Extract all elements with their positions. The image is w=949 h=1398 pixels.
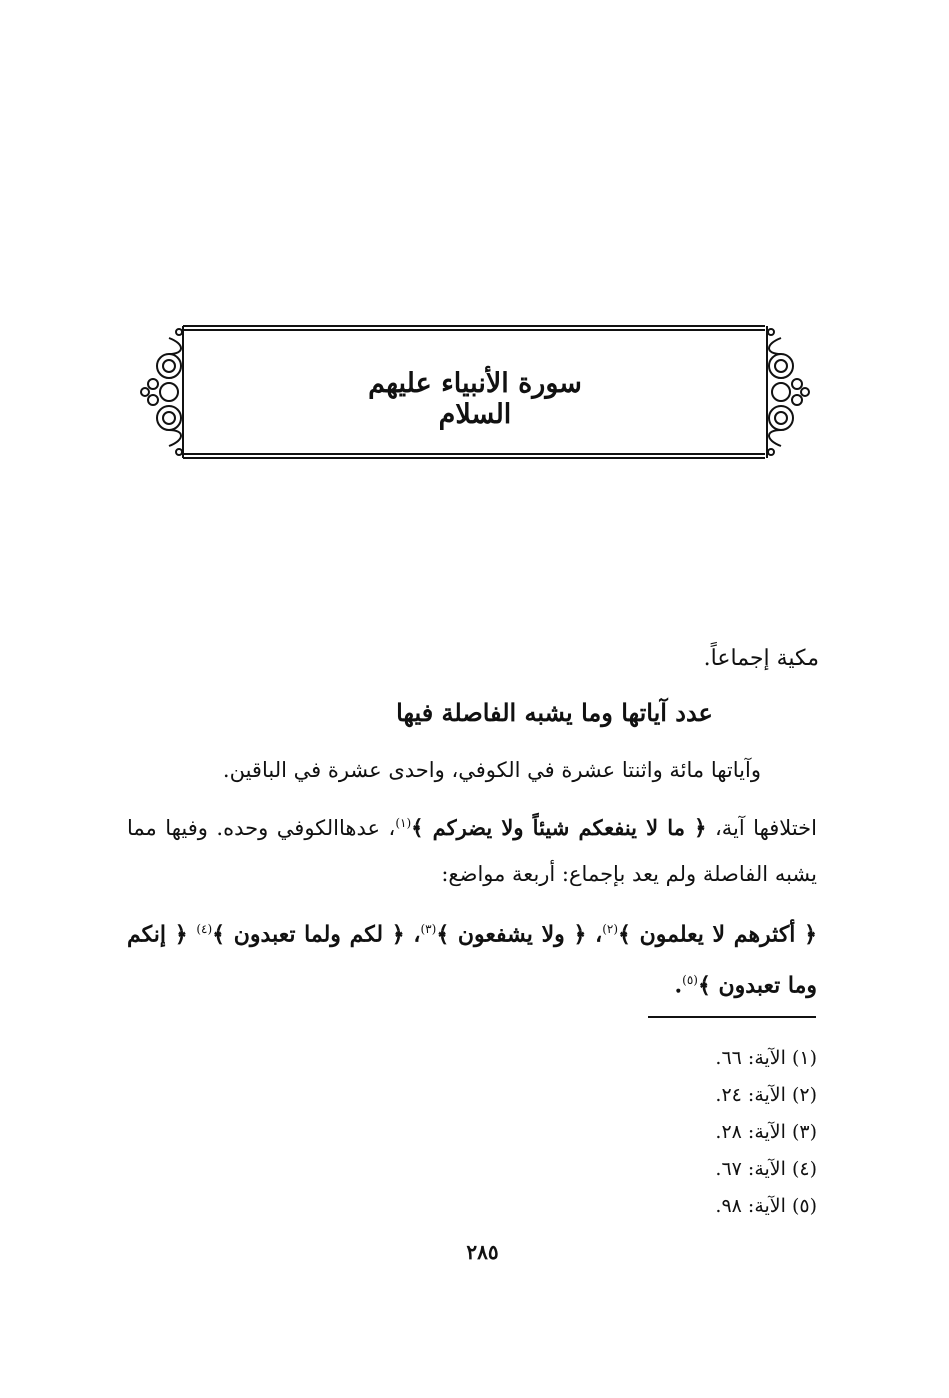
page-number: ٢٨٥	[466, 1240, 499, 1264]
mawadi-paragraph	[127, 906, 817, 1009]
section-heading: عدد آياتها وما يشبه الفاصلة فيها	[396, 698, 713, 727]
ikhtilaf-lead: اختلافها آية،	[706, 816, 817, 840]
quran-quote: ﴿ إنكم وما تعبدون ﴾	[127, 921, 817, 999]
quran-quote: ﴿ ولا يشفعون ﴾	[436, 921, 587, 948]
footnote: (٥) الآية: ٩٨.	[715, 1195, 817, 1217]
quran-quote: ﴿ لكم ولما تعبدون ﴾	[212, 921, 405, 948]
footnote-ref[interactable]: (٣)	[420, 922, 437, 936]
makki-note: مكية إجماعاً.	[703, 646, 819, 671]
footnote: (١) الآية: ٦٦.	[715, 1047, 817, 1069]
ikhtilaf-tail: ، عدهاالكوفي وحده. وفيها مما يشبه الفاصلة ولم يعد بإجماع: أربعة مواضع:	[127, 816, 817, 886]
separator: ،	[404, 921, 421, 948]
footnote: (٣) الآية: ٢٨.	[715, 1121, 817, 1143]
footnotes	[715, 1040, 817, 1225]
footnote-ref[interactable]: (٢)	[602, 922, 619, 936]
ikhtilaf-paragraph	[127, 800, 817, 897]
quran-quote: ﴿ ما لا ينفعكم شيئاً ولا يضركم ﴾	[411, 815, 707, 840]
footnote-ref[interactable]: (١)	[395, 816, 412, 830]
title-frame	[135, 318, 815, 468]
end-mark: .	[674, 972, 683, 999]
verse-count-line: وآياتها مائة واثنتا عشرة في الكوفي، واحدى عشرة في الباقين.	[222, 758, 761, 782]
footnote: (٤) الآية: ٦٧.	[715, 1158, 817, 1180]
footnote: (٢) الآية: ٢٤.	[715, 1084, 817, 1106]
separator: ،	[586, 921, 603, 948]
footnote-divider	[648, 1016, 816, 1018]
surah-title: سورة الأنبياء عليهم السلام	[368, 368, 582, 430]
footnote-ref[interactable]: (٥)	[682, 973, 698, 988]
quran-quote: ﴿ أكثرهم لا يعلمون ﴾	[618, 921, 817, 948]
footnote-ref[interactable]: (٤)	[196, 922, 213, 936]
